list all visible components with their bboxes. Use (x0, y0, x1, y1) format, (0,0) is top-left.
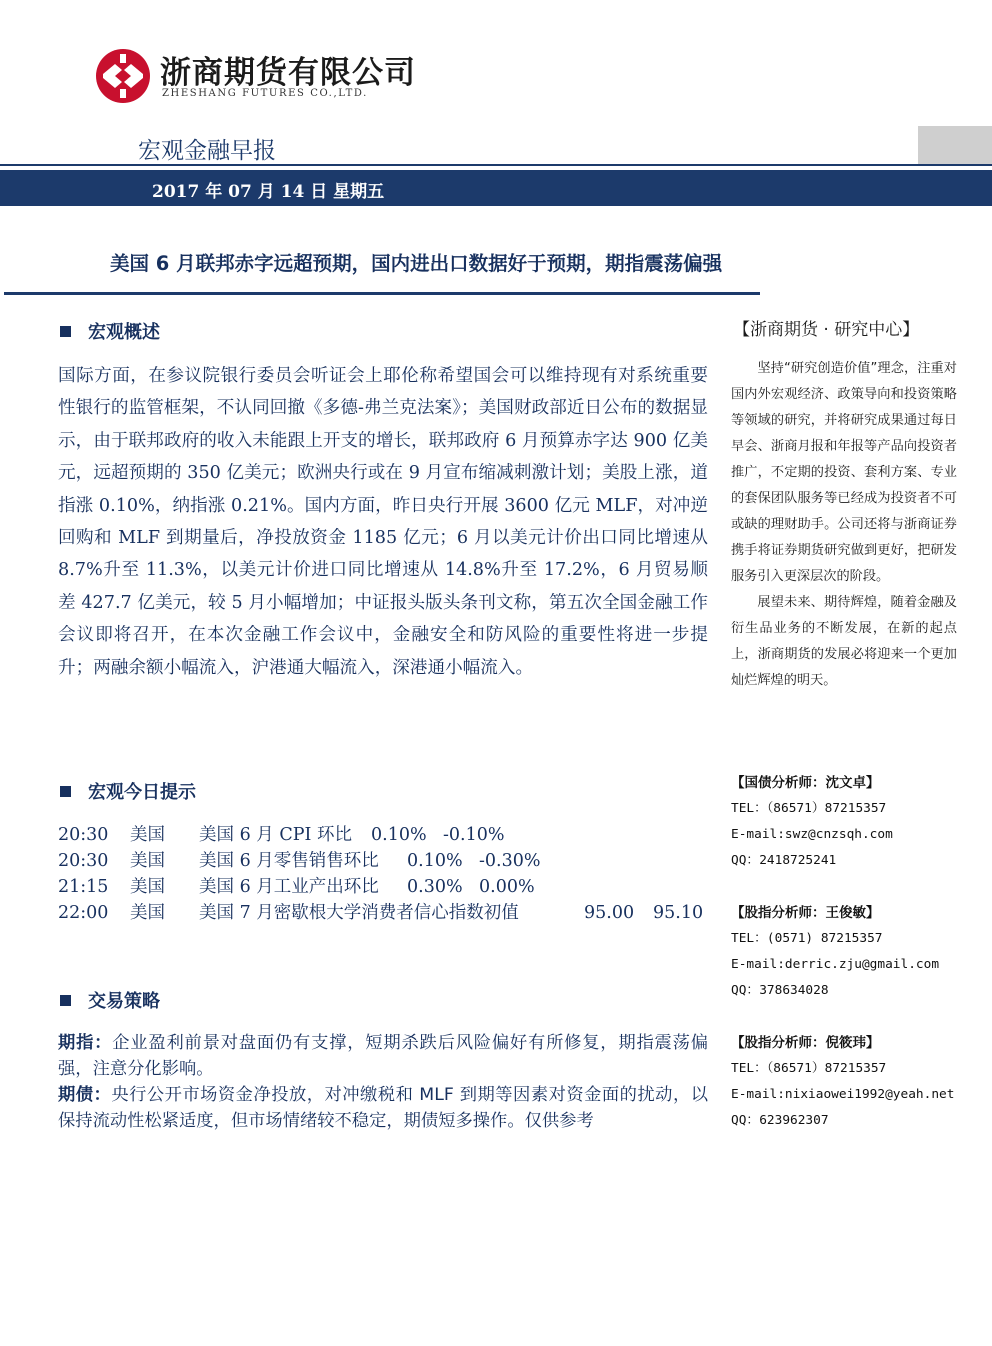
company-name-cn: 浙商期货有限公司 (160, 55, 416, 91)
report-type: 宏观金融早报 (138, 138, 276, 164)
event-schedule (58, 822, 738, 926)
event-time: 22:00 (58, 903, 109, 923)
analyst-qq: QQ：623962307 (731, 1113, 829, 1128)
event-previous: 95.00 (584, 903, 635, 923)
header-divider (0, 164, 992, 166)
sidebar-intro (731, 356, 957, 694)
sidebar-title: 【浙商期货 · 研究中心】 (733, 320, 920, 340)
date-bar (0, 170, 992, 206)
schedule-row (58, 848, 738, 874)
event-forecast: 0.00% (479, 877, 535, 897)
event-time: 21:15 (58, 877, 109, 897)
header-gray-tab (918, 126, 992, 164)
sidebar-intro-paragraph: 坚持“研究创造价值”理念，注重对国内外宏观经济、政策导向和投资策略等领域的研究，并将研究成果通过每日早会、浙商月报和年报等产品向投资者推广，不定期的投资、套利方案、专业的套保团队服务等已经成为投资者不可或缺的理财助手。公司还将与浙商证券携手将证券期货研究做到更好，把研发服务引入更深层次的阶段。 (731, 361, 957, 584)
event-name: 美国 6 月零售销售环比 (199, 851, 379, 871)
event-country: 美国 (130, 877, 165, 897)
company-name-en: ZHESHANG FUTURES CO.,LTD. (162, 88, 368, 99)
schedule-row (58, 900, 738, 926)
event-country: 美国 (130, 851, 165, 871)
event-name: 美国 7 月密歇根大学消费者信心指数初值 (199, 903, 519, 923)
strategy-text: 央行公开市场资金净投放，对冲缴税和 MLF 到期等因素对资金面的扰动，以保持流动性松紧适度，但市场情绪较不稳定，期债短多操作。仅供参考 (58, 1085, 708, 1131)
headline-divider (4, 292, 760, 295)
event-time: 20:30 (58, 825, 109, 845)
analyst-card (731, 1030, 971, 1134)
analyst-tel: TEL：（86571）87215357 (731, 801, 887, 816)
analyst-tel: TEL：（86571）87215357 (731, 1061, 887, 1076)
event-forecast: 95.10 (653, 903, 704, 923)
event-previous: 0.30% (407, 877, 463, 897)
sidebar-intro-paragraph: 展望未来、期待辉煌，随着金融及衍生品业务的不断发展，在新的起点上，浙商期货的发展必将迎来一个更加灿烂辉煌的明天。 (731, 595, 957, 688)
event-name: 美国 6 月 CPI 环比 (199, 825, 352, 845)
event-name: 美国 6 月工业产出环比 (199, 877, 379, 897)
company-logo-icon (95, 48, 151, 104)
section-title: 交易策略 (88, 991, 160, 1012)
analyst-email: E-mail:derric.zju@gmail.com (731, 957, 940, 972)
section-title: 宏观概述 (88, 322, 160, 343)
report-date: 2017 年 07 月 14 日 星期五 (152, 182, 385, 202)
schedule-row (58, 874, 738, 900)
strategy-text: 企业盈利前景对盘面仍有支撑，短期杀跌后风险偏好有所修复，期指震荡偏强，注意分化影响。 (58, 1033, 708, 1079)
analyst-qq: QQ：378634028 (731, 983, 829, 998)
strategy-label: 期债： (58, 1085, 112, 1105)
analyst-qq: QQ：2418725241 (731, 853, 837, 868)
section-heading-overview (60, 318, 160, 344)
event-country: 美国 (130, 825, 165, 845)
analyst-tel: TEL：(0571) 87215357 (731, 931, 883, 946)
analyst-name: 【股指分析师：王俊敏】 (731, 905, 880, 921)
event-time: 20:30 (58, 851, 109, 871)
strategy-item (58, 1082, 708, 1134)
analyst-card (731, 900, 971, 1004)
analyst-card (731, 770, 971, 874)
strategy-label: 期指： (58, 1033, 113, 1053)
section-heading-today (60, 778, 196, 804)
strategy-item (58, 1030, 708, 1082)
event-forecast: -0.10% (443, 825, 505, 845)
event-previous: 0.10% (371, 825, 427, 845)
analyst-name: 【国债分析师：沈文卓】 (731, 775, 880, 791)
schedule-row (58, 822, 738, 848)
event-country: 美国 (130, 903, 165, 923)
square-bullet-icon (60, 786, 71, 797)
overview-paragraph: 国际方面，在参议院银行委员会听证会上耶伦称希望国会可以维持现有对系统重要性银行的监管框架，不认同回撤《多德-弗兰克法案》；美国财政部近日公布的数据显示，由于联邦政府的收入未能跟上开支的增长，联邦政府 6 月预算赤字达 900 亿美元，远超预期的 350 亿美元；欧洲央行或在 9 月宣布缩减刺激计划；美股上涨，道指涨 0.10%，纳指涨 0.21%。国内方面，昨日央行开展 3600 亿元 MLF，对冲逆回购和 MLF 到期量后，净投放资金 1185 亿元；6 月以美元计价出口同比增速从 8.7%升至 11.3%，以美元计价进口同比增速从 14.8%升至 17.2%，6 月贸易顺差 427.7 亿美元，较 5 月小幅增加；中证报头版头条刊文称，第五次全国金融工作会议即将召开，在本次金融工作会议中，金融安全和防风险的重要性将进一步提升；两融余额小幅流入，沪港通大幅流入，深港通小幅流入。 (58, 366, 708, 678)
section-title: 宏观今日提示 (88, 782, 196, 803)
square-bullet-icon (60, 326, 71, 337)
page-headline: 美国 6 月联邦赤字远超预期，国内进出口数据好于预期，期指震荡偏强 (110, 252, 723, 275)
strategy-block (58, 1030, 708, 1134)
section-heading-strategy (60, 987, 160, 1013)
event-forecast: -0.30% (479, 851, 541, 871)
square-bullet-icon (60, 995, 71, 1006)
analyst-email: E-mail:nixiaowei1992@yeah.net (731, 1087, 955, 1102)
analyst-name: 【股指分析师：倪筱玮】 (731, 1035, 880, 1051)
event-previous: 0.10% (407, 851, 463, 871)
analyst-email: E-mail:swz@cnzsqh.com (731, 827, 893, 842)
